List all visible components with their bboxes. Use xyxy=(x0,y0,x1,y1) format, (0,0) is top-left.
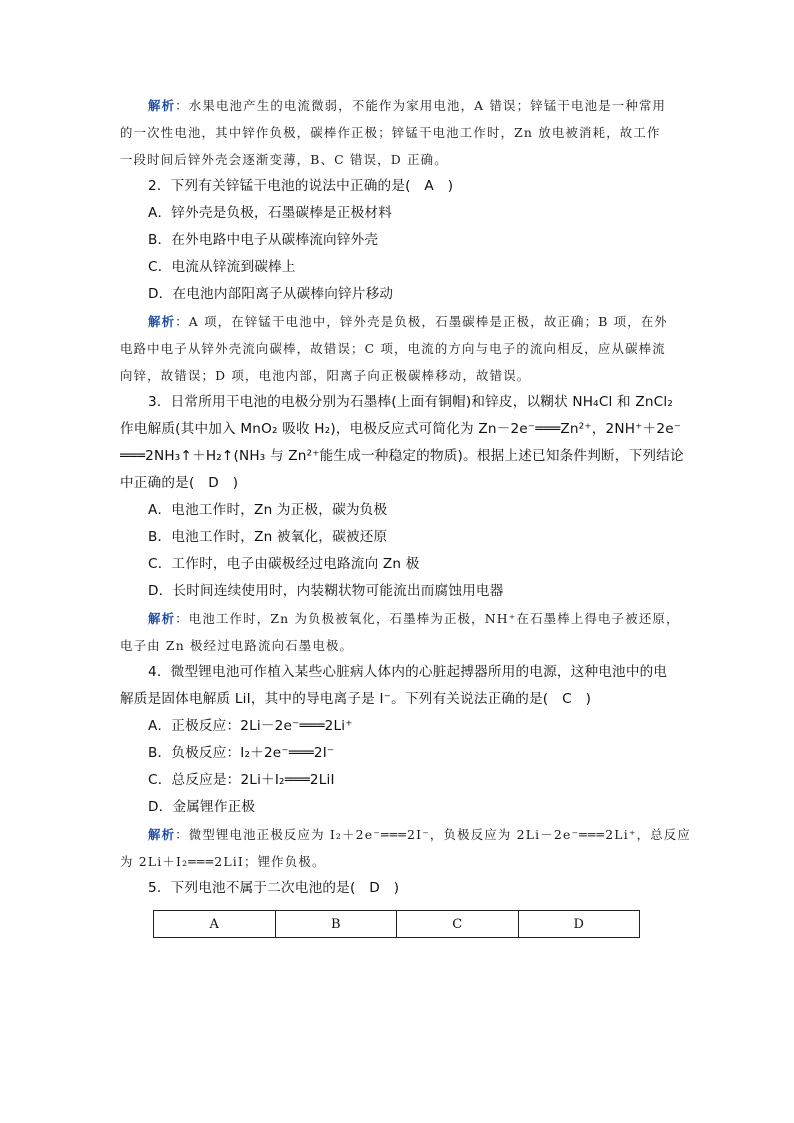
question-line xyxy=(120,416,682,443)
question-line xyxy=(120,470,675,497)
question-line xyxy=(120,686,675,713)
line-text: A．正极反应：2Li－2e⁻═══2Li⁺ xyxy=(148,718,353,734)
line-text: 为 2Li＋I₂═══2LiI；锂作负极。 xyxy=(120,854,326,869)
question-line xyxy=(120,740,675,767)
question-line xyxy=(120,659,675,686)
line-text: A．锌外壳是负极，石墨碳棒是正极材料 xyxy=(148,205,392,221)
question-line xyxy=(120,875,675,902)
solution-line xyxy=(120,146,675,173)
line-text: 电路中电子从锌外壳流向碳棒，故错误；C 项，电流的方向与电子的流向相反，应从碳棒流 xyxy=(120,341,666,356)
line-text: ：A 项，在锌锰干电池中，锌外壳是负极，石墨碳棒是正极，故正确；B 项，在外 xyxy=(175,314,668,329)
solution-label: 解析 xyxy=(148,611,176,626)
question-line xyxy=(120,200,675,227)
line-text: D．长时间连续使用时，内装糊状物可能流出而腐蚀用电器 xyxy=(148,583,504,599)
question-line xyxy=(120,524,675,551)
question-line xyxy=(120,551,675,578)
table-cell-a: A xyxy=(154,911,276,938)
line-text: ：水果电池产生的电流微弱，不能作为家用电池，A 错误；锌锰干电池是一种常用 xyxy=(175,98,667,113)
question-line xyxy=(120,389,675,416)
solution-line xyxy=(120,119,675,146)
question-line xyxy=(120,794,675,821)
solution-line xyxy=(120,605,680,632)
line-text: 向锌，故错误；D 项，电池内部，阳离子向正极碳棒移动，故错误。 xyxy=(120,368,531,383)
line-text: 4．微型锂电池可作植入某些心脏病人体内的心脏起搏器所用的电源，这种电池中的电 xyxy=(148,664,668,680)
solution-label: 解析 xyxy=(148,314,176,329)
line-text: 一段时间后锌外壳会逐渐变薄，B、C 错误，D 正确。 xyxy=(120,152,448,167)
line-text: 5．下列电池不属于二次电池的是( D ) xyxy=(148,880,400,896)
solution-line xyxy=(120,821,691,848)
line-text: B．负极反应：I₂＋2e⁻═══2I⁻ xyxy=(148,745,335,761)
line-text: C．总反应是：2Li＋I₂═══2LiI xyxy=(148,772,335,788)
line-text: D．在电池内部阳离子从碳棒向锌片移动 xyxy=(148,286,394,302)
line-text: 3．日常所用干电池的电极分别为石墨棒(上面有铜帽)和锌皮，以糊状 NH₄Cl 和 ZnCl₂ xyxy=(148,394,673,410)
solution-label: 解析 xyxy=(148,827,176,842)
question-line xyxy=(120,497,675,524)
line-text: 中正确的是( D ) xyxy=(120,475,239,491)
question-line xyxy=(120,254,675,281)
solution-line xyxy=(120,92,675,119)
line-text: B．在外电路中电子从碳棒流向锌外壳 xyxy=(148,232,379,248)
line-text: 解质是固体电解质 LiI，其中的导电离子是 I⁻。下列有关说法正确的是( C ) xyxy=(120,691,592,707)
line-text: 2．下列有关锌锰干电池的说法中正确的是( A ) xyxy=(148,178,454,194)
question-line xyxy=(120,713,675,740)
solution-line xyxy=(120,335,675,362)
line-text: C．电流从锌流到碳棒上 xyxy=(148,259,296,275)
line-text: D．金属锂作正极 xyxy=(148,799,256,815)
line-text: A．电池工作时，Zn 为正极，碳为负极 xyxy=(148,502,388,518)
line-text: ：电池工作时，Zn 为负极被氧化，石墨棒为正极，NH⁺在石墨棒上得电子被还原， xyxy=(175,611,680,626)
question-line xyxy=(120,281,675,308)
question-line xyxy=(120,578,675,605)
question-line xyxy=(120,767,675,794)
solution-label: 解析 xyxy=(148,98,176,113)
question-line xyxy=(120,173,675,200)
line-text: ：微型锂电池正极反应为 I₂＋2e⁻═══2I⁻，负极反应为 2Li－2e⁻═══2Li⁺，总反应 xyxy=(175,827,691,842)
table-cell-c: C xyxy=(397,911,519,938)
table-cell-d: D xyxy=(518,911,640,938)
table-cell-b: B xyxy=(275,911,397,938)
solution-line xyxy=(120,362,675,389)
table-header-row xyxy=(154,911,640,938)
line-text: 的一次性电池，其中锌作负极，碳棒作正极；锌锰干电池工作时，Zn 放电被消耗，故工作 xyxy=(120,125,661,140)
question-line xyxy=(120,443,684,470)
line-text: C．工作时，电子由碳极经过电路流向 Zn 极 xyxy=(148,556,420,572)
line-text: 作电解质(其中加入 MnO₂ 吸收 H₂)，电极反应式可简化为 Zn－2e⁻═══Zn²⁺，2NH⁺＋2e⁻ xyxy=(120,421,682,437)
line-text: ═══2NH₃↑＋H₂↑(NH₃ 与 Zn²⁺能生成一种稳定的物质)。根据上述已知条件判断，下列结论 xyxy=(120,448,684,464)
solution-line xyxy=(120,632,675,659)
line-text: 电子由 Zn 极经过电路流向石墨电极。 xyxy=(120,638,354,653)
line-text: B．电池工作时，Zn 被氧化，碳被还原 xyxy=(148,529,388,545)
document-body xyxy=(120,92,691,902)
solution-line xyxy=(120,308,675,335)
question-line xyxy=(120,227,675,254)
answer-options-table xyxy=(153,910,640,938)
solution-line xyxy=(120,848,675,875)
